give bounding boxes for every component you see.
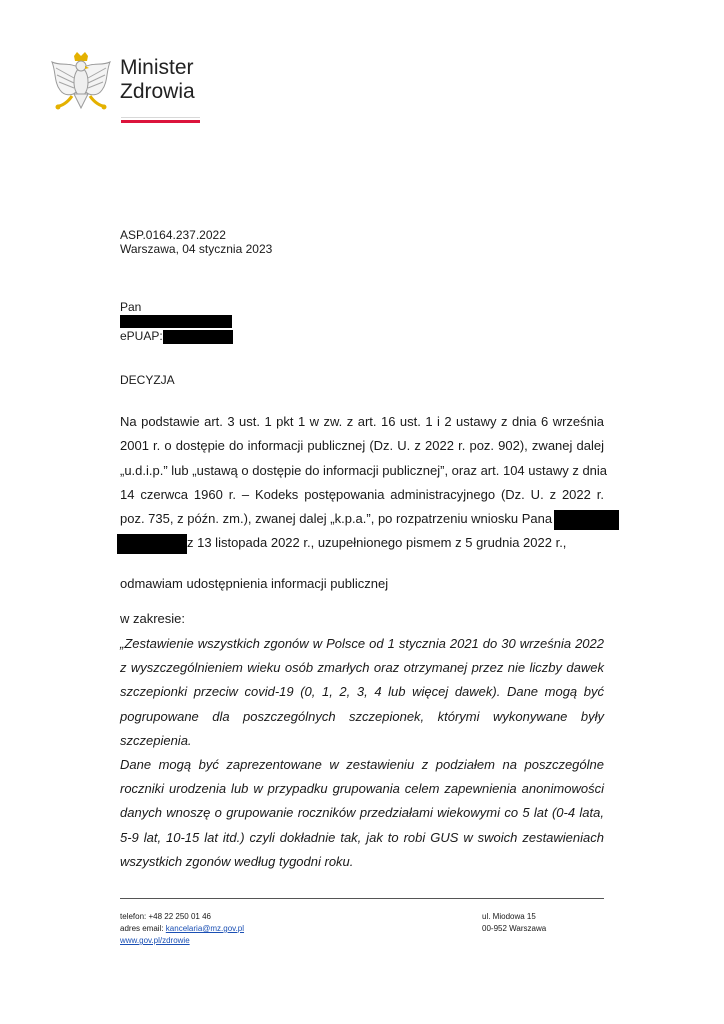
redacted-requester [554,510,619,530]
footer-city: 00-952 Warszawa [482,924,547,933]
reference-number: ASP.0164.237.2022 [120,228,226,242]
scope-label: w zakresie: [120,611,186,626]
addressee-block [120,300,233,344]
brand-line-2: Zdrowia [120,80,195,103]
body-line: „u.d.i.p.” lub „ustawą o dostępie do informacji publicznej”, oraz art. 104 ustawy z dnia [120,462,608,478]
body-line: 14 czerwca 1960 r. – Kodeks postępowania administracyjnego (Dz. U. z 2022 r. [120,486,604,502]
quote-line: Dane mogą być zaprezentowane w zestawieniu z podziałem na poszczególne [120,757,604,773]
quote-line: danych wnoszę o grupowanie roczników przedziałami wiekowymi co 5 lat (0-4 lata, [120,805,604,821]
redacted-epuap [163,330,233,344]
footer-address [482,911,546,935]
footer-phone: telefon: +48 22 250 01 46 [120,912,211,921]
flag-red-stripe [121,120,200,123]
place-date: Warszawa, 04 stycznia 2023 [120,242,273,256]
quote-line: 5-9 lat, 10-15 lat itd.) czyli dokładnie tak, jak to robi GUS w swoich zestawieniach [120,829,604,845]
decision-body [120,410,608,556]
brand-flag-rule [121,117,200,123]
footer-street: ul. Miodowa 15 [482,912,536,921]
body-line: Na podstawie art. 3 ust. 1 pkt 1 w zw. z art. 16 ust. 1 i 2 ustawy z dnia 6 września [120,414,604,429]
footer-divider [120,898,604,899]
quote-line: „Zestawienie wszystkich zgonów w Polsce od 1 stycznia 2021 do 30 września 2022 [120,636,604,651]
redacted-requester-cont [117,534,187,554]
quote-line: szczepionki przeciw covid-19 (0, 1, 2, 3, 4 lub więcej dawek). Dane mogą być [120,684,604,700]
body-last-text: z 13 listopada 2022 r., uzupełnionego pismem z 5 grudnia 2022 r., [187,535,567,551]
polish-eagle-emblem-icon [50,52,112,124]
body-line [120,507,604,531]
document-meta [120,228,272,256]
body-line-text: poz. 735, z późn. zm.), zwanej dalej „k.p.a.”, po rozpatrzeniu wniosku Pana [120,511,553,527]
quote-line: szczepienia. [120,732,192,748]
footer-email-label: adres email: [120,924,166,933]
decision-title: DECYZJA [120,373,175,387]
quote-line: roczniki urodzenia lub w przypadku grupowania celem zapewnienia anonimowości [120,781,604,797]
ruling-text: odmawiam udostępnienia informacji publicznej [120,576,389,591]
footer-contact [120,911,244,947]
quoted-request [120,632,604,874]
body-line: 2001 r. o dostępie do informacji publicznej (Dz. U. z 2022 r. poz. 902), zwanej dalej [120,438,604,454]
quote-line: wszystkich zgonów według tygodni roku. [120,853,354,869]
redacted-name [120,315,232,328]
quote-line: pogrupowane dla poszczególnych szczepionek, którymi wykonywane były [120,708,604,724]
salutation: Pan [120,300,142,314]
footer-email-link[interactable]: kancelaria@mz.gov.pl [165,924,245,933]
ministry-brand [120,56,195,104]
brand-line-1: Minister [120,56,194,79]
body-line-last [117,531,604,555]
footer-website-link[interactable]: www.gov.pl/zdrowie [120,936,190,945]
quote-line: z wyszczególnieniem wieku osób zmarłych oraz otrzymanej przez nie liczby dawek [120,660,604,676]
epuap-label: ePUAP: [120,329,163,343]
